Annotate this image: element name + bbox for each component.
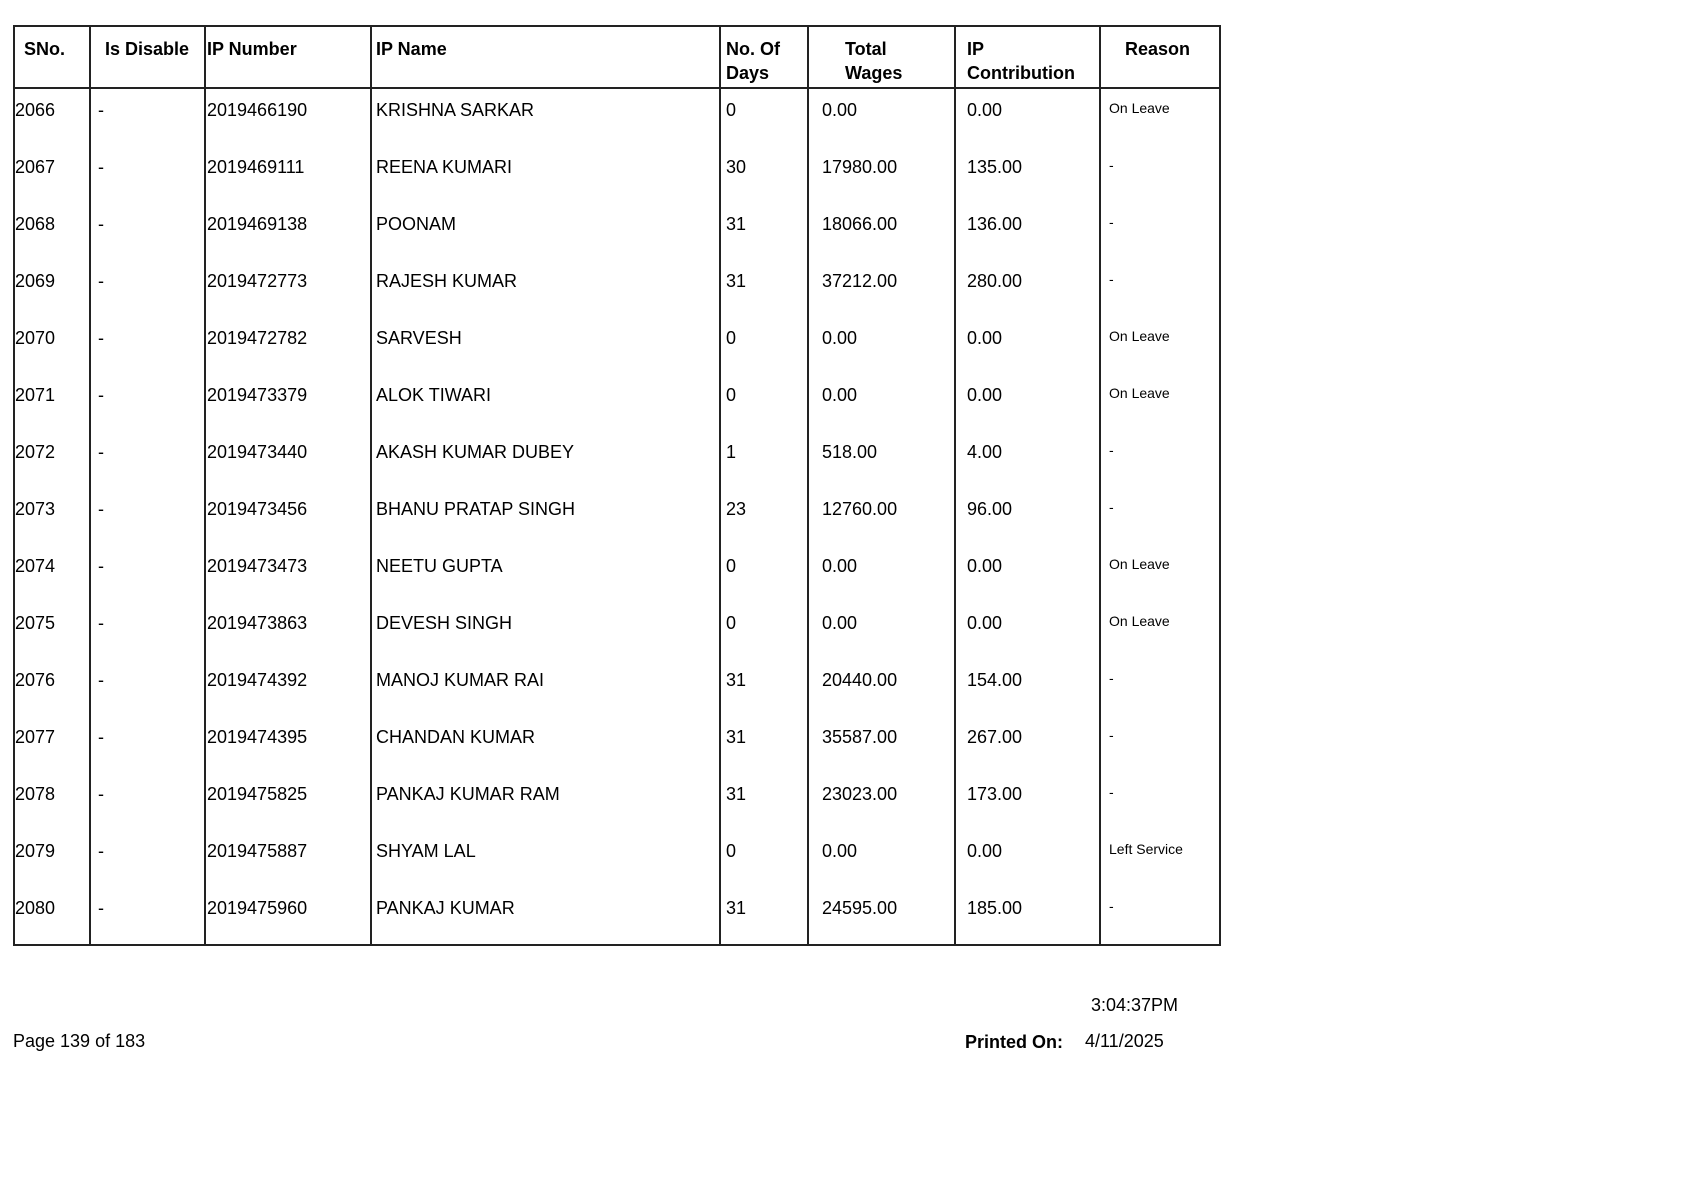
column-header-ip-name (372, 27, 721, 87)
cell-sno: 2076 (15, 659, 91, 716)
cell-is-disable: - (91, 89, 206, 146)
cell-ip-number: 2019473440 (206, 431, 372, 488)
column-header-label: Contribution (967, 63, 1075, 83)
cell-sno: 2075 (15, 602, 91, 659)
column-header-days (721, 27, 809, 87)
column-header-total-wages (809, 27, 956, 87)
column-header-reason (1101, 27, 1219, 87)
cell-total-wages: 518.00 (809, 431, 956, 488)
cell-total-wages: 23023.00 (809, 773, 956, 830)
cell-reason: - (1109, 727, 1114, 743)
cell-total-wages: 24595.00 (809, 887, 956, 944)
page-info: Page 139 of 183 (13, 1031, 146, 1051)
cell-total-wages: 20440.00 (809, 659, 956, 716)
cell-total-wages: 18066.00 (809, 203, 956, 260)
cell-is-disable: - (91, 716, 206, 773)
column-header-label: SNo. (24, 39, 66, 59)
cell-ip-number: 2019473379 (206, 374, 372, 431)
cell-total-wages: 12760.00 (809, 488, 956, 545)
cell-ip-name: ALOK TIWARI (372, 374, 721, 431)
column-header-sno (15, 27, 91, 87)
print-time: 3:04:37PM (1091, 995, 1179, 1015)
cell-ip-contribution: 0.00 (956, 374, 1101, 431)
cell-days: 0 (721, 89, 809, 146)
cell-sno: 2069 (15, 260, 91, 317)
cell-reason: - (1109, 271, 1114, 287)
cell-ip-name: NEETU GUPTA (372, 545, 721, 602)
cell-is-disable: - (91, 203, 206, 260)
table-row (15, 317, 1219, 374)
cell-is-disable: - (91, 146, 206, 203)
cell-reason: On Leave (1109, 100, 1170, 116)
cell-is-disable: - (91, 659, 206, 716)
cell-total-wages: 0.00 (809, 374, 956, 431)
table-row (15, 374, 1219, 431)
cell-ip-contribution: 267.00 (956, 716, 1101, 773)
cell-days: 31 (721, 887, 809, 944)
cell-ip-number: 2019473473 (206, 545, 372, 602)
column-header-label: IP Number (207, 39, 297, 59)
cell-is-disable: - (91, 317, 206, 374)
cell-reason: Left Service (1109, 841, 1183, 857)
cell-ip-contribution: 280.00 (956, 260, 1101, 317)
cell-reason: - (1109, 670, 1114, 686)
cell-days: 31 (721, 716, 809, 773)
cell-ip-number: 2019475887 (206, 830, 372, 887)
cell-total-wages: 17980.00 (809, 146, 956, 203)
cell-reason: On Leave (1109, 328, 1170, 344)
cell-sno: 2078 (15, 773, 91, 830)
cell-reason: - (1109, 214, 1114, 230)
cell-is-disable: - (91, 773, 206, 830)
cell-ip-contribution: 135.00 (956, 146, 1101, 203)
cell-total-wages: 0.00 (809, 830, 956, 887)
cell-is-disable: - (91, 887, 206, 944)
cell-ip-name: PANKAJ KUMAR RAM (372, 773, 721, 830)
cell-ip-name: MANOJ KUMAR RAI (372, 659, 721, 716)
cell-ip-contribution: 96.00 (956, 488, 1101, 545)
column-header-label: No. Of (726, 39, 780, 59)
column-header-ip-contribution (956, 27, 1101, 87)
cell-is-disable: - (91, 602, 206, 659)
table-row (15, 887, 1219, 944)
table-body (15, 89, 1219, 944)
cell-sno: 2079 (15, 830, 91, 887)
cell-days: 31 (721, 659, 809, 716)
cell-ip-number: 2019474395 (206, 716, 372, 773)
cell-is-disable: - (91, 545, 206, 602)
cell-reason: - (1109, 499, 1114, 515)
cell-days: 23 (721, 488, 809, 545)
column-header-label: Reason (1125, 39, 1191, 59)
cell-ip-contribution: 4.00 (956, 431, 1101, 488)
table-row (15, 431, 1219, 488)
cell-ip-contribution: 173.00 (956, 773, 1101, 830)
cell-ip-name: BHANU PRATAP SINGH (372, 488, 721, 545)
cell-reason: On Leave (1109, 613, 1170, 629)
cell-ip-name: SHYAM LAL (372, 830, 721, 887)
table-row (15, 716, 1219, 773)
cell-ip-name: RAJESH KUMAR (372, 260, 721, 317)
cell-total-wages: 0.00 (809, 317, 956, 374)
cell-sno: 2067 (15, 146, 91, 203)
cell-ip-contribution: 154.00 (956, 659, 1101, 716)
cell-ip-number: 2019473456 (206, 488, 372, 545)
cell-ip-contribution: 0.00 (956, 830, 1101, 887)
cell-days: 0 (721, 545, 809, 602)
cell-days: 0 (721, 317, 809, 374)
table-row (15, 89, 1219, 146)
column-header-label: IP Name (376, 39, 447, 59)
cell-is-disable: - (91, 431, 206, 488)
cell-sno: 2080 (15, 887, 91, 944)
cell-ip-name: AKASH KUMAR DUBEY (372, 431, 721, 488)
cell-ip-name: DEVESH SINGH (372, 602, 721, 659)
cell-days: 0 (721, 602, 809, 659)
cell-is-disable: - (91, 260, 206, 317)
cell-days: 31 (721, 203, 809, 260)
cell-ip-name: PANKAJ KUMAR (372, 887, 721, 944)
column-header-label: Is Disable (105, 39, 190, 59)
cell-reason: On Leave (1109, 556, 1170, 572)
cell-reason: On Leave (1109, 385, 1170, 401)
cell-reason: - (1109, 784, 1114, 800)
table-row (15, 830, 1219, 887)
cell-ip-number: 2019475960 (206, 887, 372, 944)
cell-reason: - (1109, 442, 1114, 458)
table-header (15, 27, 1219, 89)
cell-days: 31 (721, 773, 809, 830)
cell-total-wages: 0.00 (809, 89, 956, 146)
cell-ip-number: 2019474392 (206, 659, 372, 716)
cell-ip-name: SARVESH (372, 317, 721, 374)
cell-ip-number: 2019466190 (206, 89, 372, 146)
cell-sno: 2073 (15, 488, 91, 545)
cell-is-disable: - (91, 488, 206, 545)
column-header-ip-number (206, 27, 372, 87)
cell-days: 1 (721, 431, 809, 488)
column-header-label: Wages (845, 63, 903, 83)
cell-ip-name: CHANDAN KUMAR (372, 716, 721, 773)
cell-sno: 2066 (15, 89, 91, 146)
cell-ip-number: 2019469111 (206, 146, 372, 203)
cell-ip-number: 2019469138 (206, 203, 372, 260)
cell-sno: 2070 (15, 317, 91, 374)
table-row (15, 773, 1219, 830)
table-row (15, 659, 1219, 716)
table-row (15, 260, 1219, 317)
contribution-table (13, 25, 1221, 946)
cell-ip-contribution: 0.00 (956, 89, 1101, 146)
cell-ip-contribution: 0.00 (956, 602, 1101, 659)
printed-on-label: Printed On: (965, 1032, 1063, 1052)
table-row (15, 602, 1219, 659)
column-header-is-disable (91, 27, 206, 87)
column-header-label: Days (726, 63, 770, 83)
table-row (15, 203, 1219, 260)
cell-ip-number: 2019473863 (206, 602, 372, 659)
cell-total-wages: 0.00 (809, 602, 956, 659)
cell-days: 0 (721, 374, 809, 431)
cell-is-disable: - (91, 830, 206, 887)
cell-sno: 2077 (15, 716, 91, 773)
cell-days: 0 (721, 830, 809, 887)
cell-total-wages: 37212.00 (809, 260, 956, 317)
print-date: 4/11/2025 (1085, 1031, 1164, 1051)
cell-reason: - (1109, 898, 1114, 914)
column-header-label: Total (845, 39, 887, 59)
cell-ip-contribution: 136.00 (956, 203, 1101, 260)
cell-ip-number: 2019475825 (206, 773, 372, 830)
cell-is-disable: - (91, 374, 206, 431)
cell-sno: 2068 (15, 203, 91, 260)
table-row (15, 146, 1219, 203)
cell-total-wages: 0.00 (809, 545, 956, 602)
cell-total-wages: 35587.00 (809, 716, 956, 773)
cell-days: 30 (721, 146, 809, 203)
cell-ip-name: POONAM (372, 203, 721, 260)
cell-ip-name: KRISHNA SARKAR (372, 89, 721, 146)
cell-reason: - (1109, 157, 1114, 173)
cell-sno: 2072 (15, 431, 91, 488)
cell-sno: 2071 (15, 374, 91, 431)
cell-ip-number: 2019472782 (206, 317, 372, 374)
cell-ip-contribution: 0.00 (956, 545, 1101, 602)
cell-ip-contribution: 0.00 (956, 317, 1101, 374)
cell-days: 31 (721, 260, 809, 317)
cell-sno: 2074 (15, 545, 91, 602)
table-row (15, 545, 1219, 602)
cell-ip-number: 2019472773 (206, 260, 372, 317)
cell-ip-contribution: 185.00 (956, 887, 1101, 944)
column-header-label: IP (967, 39, 985, 59)
cell-ip-name: REENA KUMARI (372, 146, 721, 203)
table-row (15, 488, 1219, 545)
